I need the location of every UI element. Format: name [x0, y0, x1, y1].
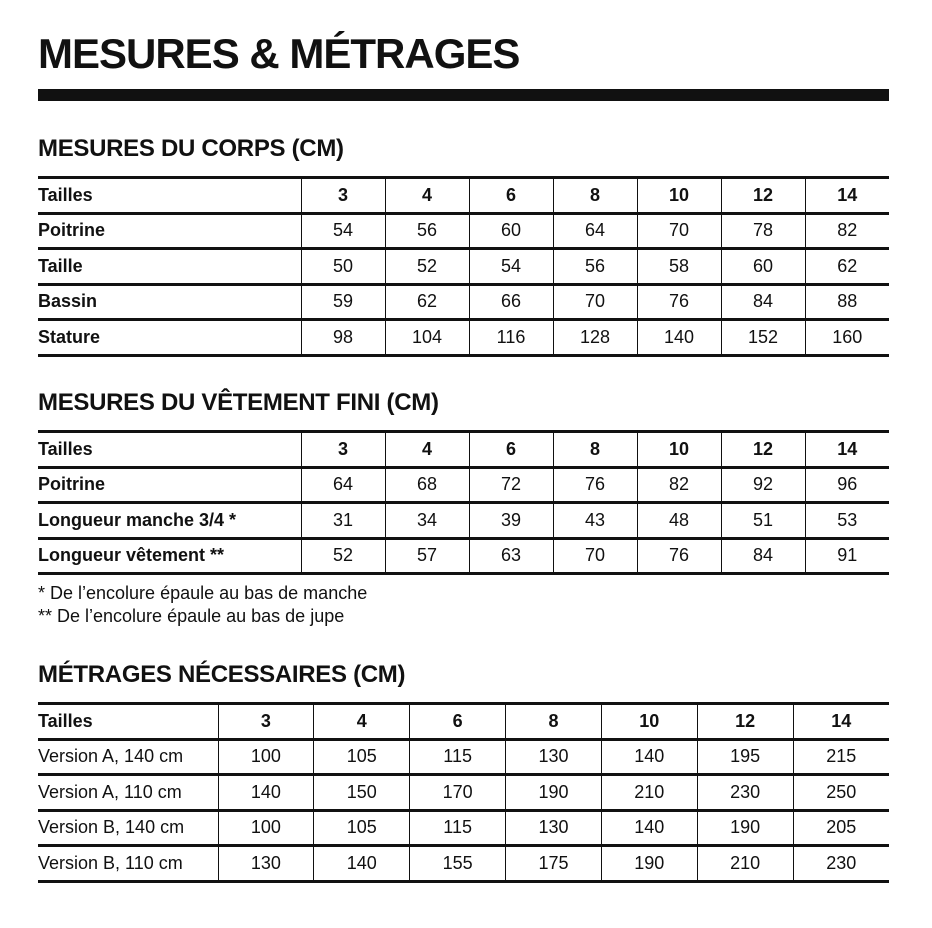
table-cell: 105 [314, 810, 410, 846]
table-cell: 82 [805, 213, 889, 249]
table-cell: 130 [506, 810, 602, 846]
table-cell: 140 [601, 810, 697, 846]
table-cell: 170 [410, 775, 506, 811]
table-cell: 215 [793, 739, 889, 775]
header-cell: 3 [301, 432, 385, 468]
row-label: Poitrine [38, 467, 301, 503]
table-cell: 190 [601, 846, 697, 882]
header-cell: 8 [553, 178, 637, 214]
header-cell: 14 [805, 178, 889, 214]
table-cell: 70 [553, 284, 637, 320]
table-cell: 76 [637, 284, 721, 320]
section-title-body-measurements: MESURES DU CORPS (CM) [38, 135, 344, 162]
section-title-finished-garment: MESURES DU VÊTEMENT FINI (CM) [38, 389, 439, 416]
header-cell: 4 [385, 178, 469, 214]
table-cell: 72 [469, 467, 553, 503]
table-row [38, 503, 889, 539]
row-label: Longueur vêtement ** [38, 538, 301, 574]
table-row [38, 846, 889, 882]
footnotes [38, 582, 367, 628]
table-cell: 64 [301, 467, 385, 503]
body-measurements-table [38, 176, 889, 357]
table-row [38, 213, 889, 249]
row-label: Version B, 110 cm [38, 846, 218, 882]
table-row [38, 810, 889, 846]
table-cell: 92 [721, 467, 805, 503]
table-cell: 58 [637, 249, 721, 285]
table-cell: 51 [721, 503, 805, 539]
table-cell: 98 [301, 320, 385, 356]
table-row [38, 320, 889, 356]
table-row [38, 284, 889, 320]
table-row [38, 739, 889, 775]
table-cell: 150 [314, 775, 410, 811]
header-cell: 6 [469, 178, 553, 214]
table-cell: 76 [553, 467, 637, 503]
table-cell: 50 [301, 249, 385, 285]
header-cell: 3 [218, 704, 314, 740]
header-cell: 10 [637, 432, 721, 468]
table-row [38, 538, 889, 574]
table-cell: 43 [553, 503, 637, 539]
table-cell: 56 [385, 213, 469, 249]
table-cell: 91 [805, 538, 889, 574]
table-cell: 250 [793, 775, 889, 811]
table-cell: 68 [385, 467, 469, 503]
header-cell: 14 [805, 432, 889, 468]
table-cell: 62 [385, 284, 469, 320]
table-cell: 140 [314, 846, 410, 882]
table-cell: 160 [805, 320, 889, 356]
table-cell: 115 [410, 739, 506, 775]
finished-garment-table [38, 430, 889, 575]
header-cell: 8 [553, 432, 637, 468]
row-label: Bassin [38, 284, 301, 320]
table-cell: 84 [721, 284, 805, 320]
table-cell: 175 [506, 846, 602, 882]
table-header-row [38, 704, 889, 740]
table-cell: 205 [793, 810, 889, 846]
table-cell: 39 [469, 503, 553, 539]
header-cell: 12 [697, 704, 793, 740]
table-cell: 88 [805, 284, 889, 320]
header-cell: 10 [637, 178, 721, 214]
table-cell: 48 [637, 503, 721, 539]
header-cell: Tailles [38, 704, 218, 740]
header-cell: 6 [469, 432, 553, 468]
page-title: MESURES & MÉTRAGES [38, 30, 520, 77]
table-cell: 82 [637, 467, 721, 503]
header-cell: Tailles [38, 178, 301, 214]
table-cell: 130 [506, 739, 602, 775]
header-cell: 10 [601, 704, 697, 740]
fabric-yardage-table [38, 702, 889, 883]
table-cell: 96 [805, 467, 889, 503]
table-cell: 52 [385, 249, 469, 285]
header-cell: 4 [314, 704, 410, 740]
table-cell: 60 [469, 213, 553, 249]
table-cell: 54 [301, 213, 385, 249]
header-cell: 3 [301, 178, 385, 214]
table-cell: 84 [721, 538, 805, 574]
table-cell: 59 [301, 284, 385, 320]
table-cell: 100 [218, 739, 314, 775]
table-header-row [38, 178, 889, 214]
table-cell: 78 [721, 213, 805, 249]
title-divider [38, 89, 889, 101]
table-cell: 62 [805, 249, 889, 285]
table-cell: 34 [385, 503, 469, 539]
section-title-fabric-yardage: MÉTRAGES NÉCESSAIRES (CM) [38, 661, 406, 688]
table-cell: 230 [697, 775, 793, 811]
header-cell: 6 [410, 704, 506, 740]
table-cell: 190 [506, 775, 602, 811]
table-cell: 76 [637, 538, 721, 574]
row-label: Version A, 140 cm [38, 739, 218, 775]
row-label: Taille [38, 249, 301, 285]
table-cell: 100 [218, 810, 314, 846]
footnote: * De l’encolure épaule au bas de manche [38, 583, 368, 603]
table-cell: 140 [637, 320, 721, 356]
header-cell: 8 [506, 704, 602, 740]
table-cell: 140 [601, 739, 697, 775]
table-cell: 210 [697, 846, 793, 882]
table-row [38, 249, 889, 285]
table-cell: 105 [314, 739, 410, 775]
table-cell: 130 [218, 846, 314, 882]
row-label: Stature [38, 320, 301, 356]
table-cell: 104 [385, 320, 469, 356]
table-cell: 60 [721, 249, 805, 285]
table-cell: 195 [697, 739, 793, 775]
header-cell: 12 [721, 178, 805, 214]
table-cell: 140 [218, 775, 314, 811]
table-cell: 53 [805, 503, 889, 539]
table-cell: 64 [553, 213, 637, 249]
table-cell: 152 [721, 320, 805, 356]
table-cell: 70 [637, 213, 721, 249]
header-cell: 4 [385, 432, 469, 468]
footnote: ** De l’encolure épaule au bas de jupe [38, 606, 345, 626]
table-cell: 63 [469, 538, 553, 574]
table-cell: 31 [301, 503, 385, 539]
table-cell: 116 [469, 320, 553, 356]
table-cell: 210 [601, 775, 697, 811]
row-label: Version A, 110 cm [38, 775, 218, 811]
table-header-row [38, 432, 889, 468]
table-cell: 190 [697, 810, 793, 846]
table-cell: 56 [553, 249, 637, 285]
table-cell: 115 [410, 810, 506, 846]
row-label: Longueur manche 3/4 * [38, 503, 301, 539]
row-label: Version B, 140 cm [38, 810, 218, 846]
table-cell: 54 [469, 249, 553, 285]
header-cell: 14 [793, 704, 889, 740]
table-cell: 52 [301, 538, 385, 574]
header-cell: 12 [721, 432, 805, 468]
header-cell: Tailles [38, 432, 301, 468]
table-cell: 230 [793, 846, 889, 882]
table-cell: 66 [469, 284, 553, 320]
table-row [38, 775, 889, 811]
table-row [38, 467, 889, 503]
table-cell: 70 [553, 538, 637, 574]
table-cell: 128 [553, 320, 637, 356]
table-cell: 155 [410, 846, 506, 882]
table-cell: 57 [385, 538, 469, 574]
row-label: Poitrine [38, 213, 301, 249]
